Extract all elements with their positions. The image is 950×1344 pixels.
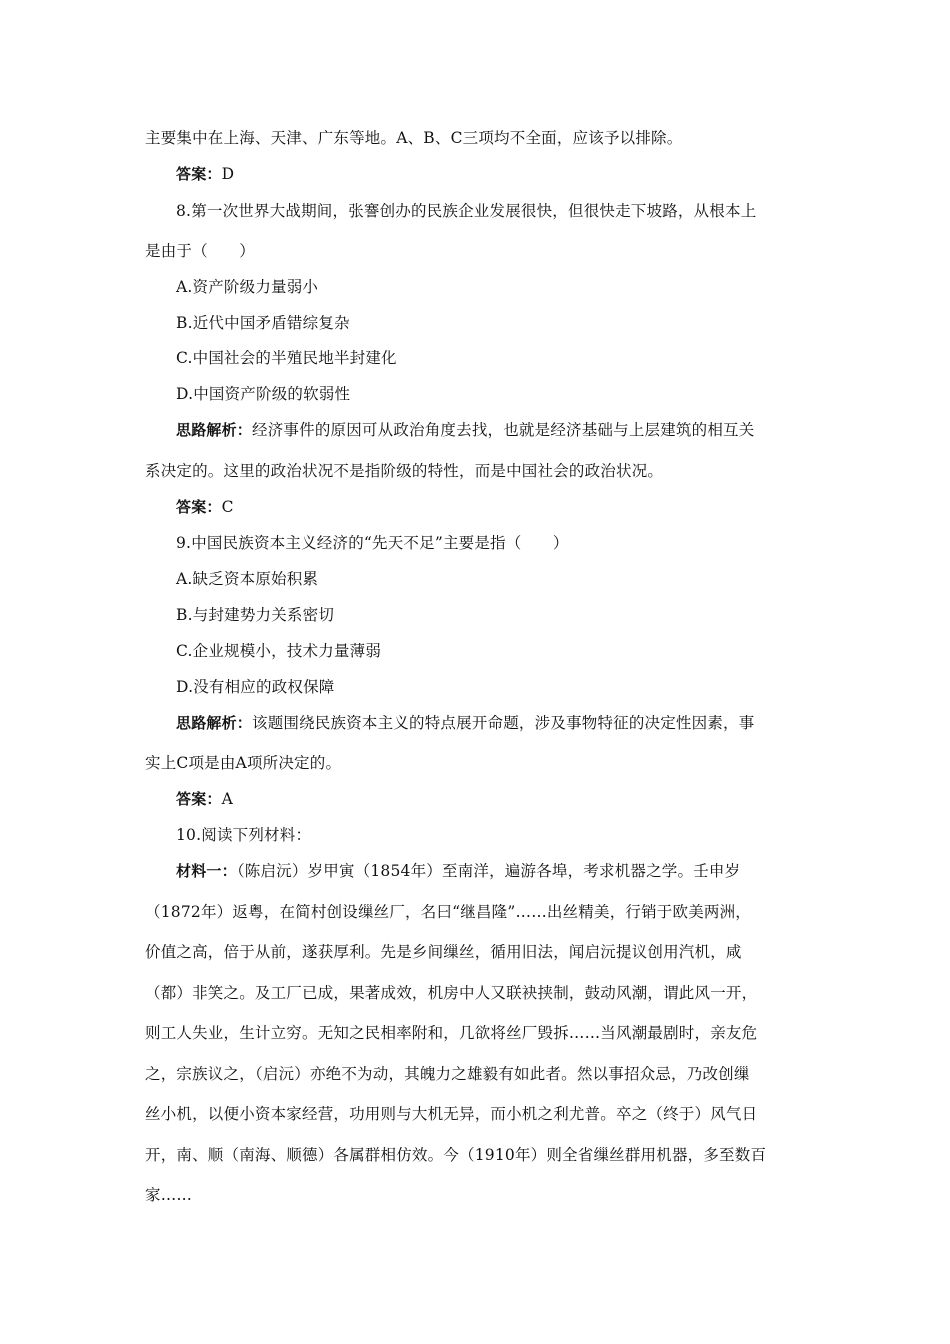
material-text-cont: 价值之高，倍于从前，遂获厚利。先是乡间缫丝，循用旧法，闻启沅提议创用汽机，咸 — [145, 943, 742, 961]
analysis-line — [176, 712, 810, 734]
answer-value: D — [221, 165, 235, 183]
analysis-label: 思路解析： — [176, 714, 253, 732]
answer-value: C — [221, 498, 234, 516]
question-8-stem: 8.第一次世界大战期间，张謇创办的民族企业发展很快，但很快走下坡路，从根本上 — [176, 202, 757, 220]
answer-label: 答案： — [176, 165, 222, 183]
analysis-text-cont: 系决定的。这里的政治状况不是指阶级的特性，而是中国社会的政治状况。 — [145, 462, 664, 480]
answer-line — [176, 496, 810, 518]
question-10-stem: 10.阅读下列材料： — [176, 826, 312, 844]
answer-label: 答案： — [176, 790, 222, 808]
material-label: 材料一： — [176, 862, 237, 880]
material-text-cont: （都）非笑之。及工厂已成，果著成效，机房中人又联袂挟制，鼓动风潮，谓此风一开， — [145, 984, 758, 1002]
option-c: C.企业规模小，技术力量薄弱 — [176, 642, 382, 660]
analysis-line — [176, 419, 810, 441]
material-text-cont: 之，宗族议之，（启沅）亦绝不为动，其魄力之雄毅有如此者。然以事招众忌，乃改创缫 — [145, 1065, 750, 1083]
option-b: B.近代中国矛盾错综复杂 — [176, 314, 350, 332]
option-d: D.中国资产阶级的软弱性 — [176, 385, 351, 403]
analysis-text-cont: 实上C项是由A项所决定的。 — [145, 754, 342, 772]
option-a: A.缺乏资本原始积累 — [176, 570, 319, 588]
material-text-cont: （1872年）返粤，在简村创设缫丝厂，名曰“继昌隆”……出丝精美，行销于欧美两洲， — [145, 903, 751, 921]
answer-line — [176, 163, 810, 185]
question-8-stem-cont: 是由于（ ） — [145, 242, 255, 260]
option-d: D.没有相应的政权保障 — [176, 678, 335, 696]
option-b: B.与封建势力关系密切 — [176, 606, 335, 624]
text-line: 主要集中在上海、天津、广东等地。A、B、C三项均不全面，应该予以排除。 — [145, 129, 683, 147]
material-text: （陈启沅）岁甲寅（1854年）至南洋，遍游各埠，考求机器之学。壬申岁 — [236, 862, 741, 880]
material-text-cont: 丝小机，以便小资本家经营，功用则与大机无异，而小机之利尤普。卒之（终于）风气日 — [145, 1105, 758, 1123]
material-line — [176, 860, 810, 882]
question-9-stem: 9.中国民族资本主义经济的“先天不足”主要是指（ ） — [176, 534, 569, 552]
option-c: C.中国社会的半殖民地半封建化 — [176, 349, 397, 367]
material-text-cont: 则工人失业，生计立穷。无知之民相率附和，几欲将丝厂毁拆……当风潮最剧时，亲友危 — [145, 1024, 758, 1042]
option-a: A.资产阶级力量弱小 — [176, 278, 319, 296]
answer-line — [176, 788, 810, 810]
answer-value: A — [221, 790, 234, 808]
material-text-cont: 家…… — [145, 1186, 193, 1204]
material-text-cont: 开，南、顺（南海、顺德）各属群相仿效。今（1910年）则全省缫丝群用机器，多至数百 — [145, 1146, 767, 1164]
analysis-text: 该题围绕民族资本主义的特点展开命题，涉及事物特征的决定性因素，事 — [252, 714, 755, 732]
answer-label: 答案： — [176, 498, 222, 516]
analysis-text: 经济事件的原因可从政治角度去找，也就是经济基础与上层建筑的相互关 — [252, 421, 755, 439]
analysis-label: 思路解析： — [176, 421, 253, 439]
